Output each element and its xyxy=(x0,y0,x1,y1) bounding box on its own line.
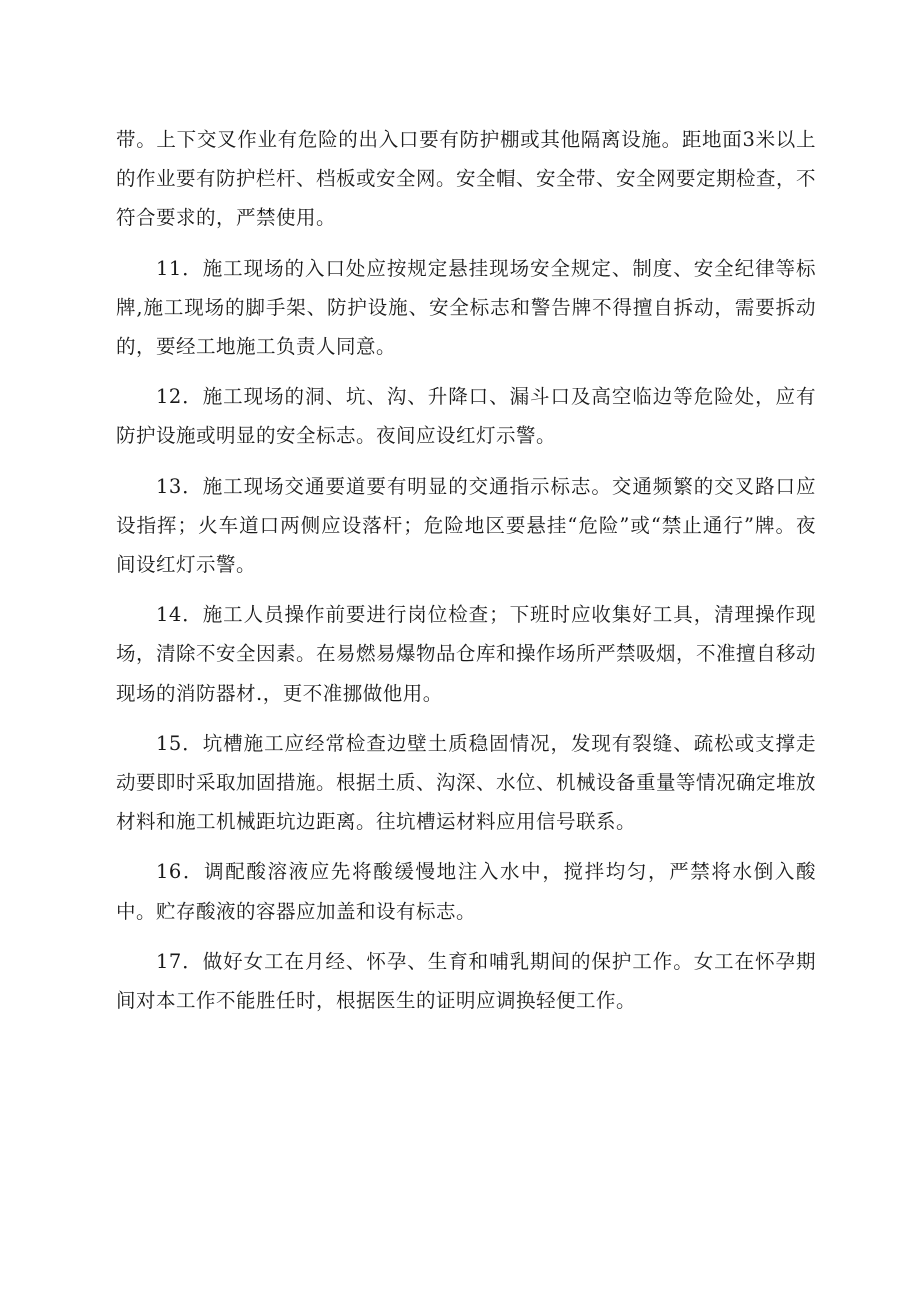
paragraph-item-16: 16．调配酸溶液应先将酸缓慢地注入水中，搅拌均匀，严禁将水倒入酸中。贮存酸液的容器应加盖和设有标志。 xyxy=(116,860,816,923)
paragraph-item-17: 17．做好女工在月经、怀孕、生育和哺乳期间的保护工作。女工在怀孕期间对本工作不能胜任时，根据医生的证明应调换轻便工作。 xyxy=(116,949,816,1013)
paragraph-continued: 带。上下交叉作业有危险的出入口要有防护棚或其他隔离设施。距地面3米以上的作业要有防护栏杆、档板或安全网。安全帽、安全带、安全网要定期检查，不符合要求的，严禁使用。 xyxy=(116,128,817,230)
paragraph-item-15: 15．坑槽施工应经常检查边壁土质稳固情况，发现有裂缝、疏松或支撑走动要即时采取加固措施。根据土质、沟深、水位、机械设备重量等情况确定堆放材料和施工机械距坑边距离。往坑槽运材料应用信号联系。 xyxy=(116,731,817,834)
paragraph-item-12: 12．施工现场的洞、坑、沟、升降口、漏斗口及高空临边等危险处，应有防护设施或明显的安全标志。夜间应设红灯示警。 xyxy=(116,385,816,448)
paragraph-item-14: 14．施工人员操作前要进行岗位检查；下班时应收集好工具，清理操作现场，清除不安全因素。在易燃易爆物品仓库和操作场所严禁吸烟，不准擅自移动现场的消防器材.，更不准挪做他用。 xyxy=(116,603,817,705)
paragraph-item-11: 11．施工现场的入口处应按规定悬挂现场安全规定、制度、安全纪律等标牌,施工现场的脚手架、防护设施、安全标志和警告牌不得擅自拆动，需要拆动的，要经工地施工负责人同意。 xyxy=(116,256,816,359)
paragraph-item-13: 13．施工现场交通要道要有明显的交通指示标志。交通频繁的交叉路口应设指挥；火车道口两侧应设落杆；危险地区要悬挂“危险”或“禁止通行”牌。夜间设红灯示警。 xyxy=(116,474,816,577)
document-body xyxy=(116,120,816,1031)
